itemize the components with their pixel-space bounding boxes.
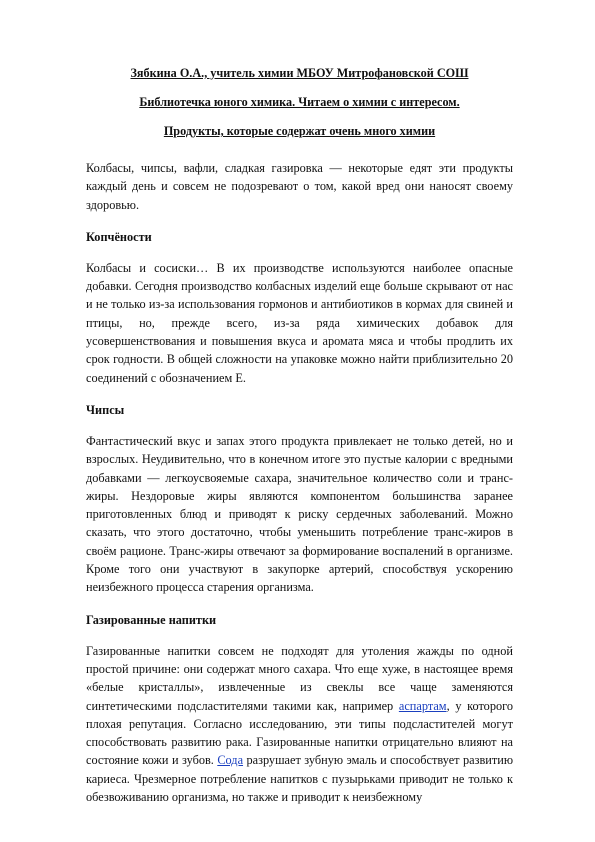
intro-paragraph: Колбасы, чипсы, вафли, сладкая газировка — некоторые едят эти продукты каждый день и совсем не подозревают о том, какой вред они наносят своему здоровью. xyxy=(86,161,513,212)
soda-text-part-3: разрушает зубную эмаль и способствует развитию кариеса. Чрезмерное потребление напитков с пузырьками приводит не только к обезвоживанию организма, но также и приводит к неизбежному xyxy=(86,753,514,805)
series-line: Библиотечка юного химика. Читаем о химии с интересом. xyxy=(139,95,460,109)
aspartame-link[interactable]: аспартам xyxy=(398,698,447,713)
section-heading-chips: Чипсы xyxy=(86,402,125,417)
section-heading-smoked: Копчёности xyxy=(86,229,152,244)
section-text-soda xyxy=(86,642,513,807)
soda-link[interactable]: Сода xyxy=(217,753,244,768)
soda-text-part-1: Газированные напитки совсем не подходят для утоления жажды по одной простой причине: они содержат много сахара. Что еще хуже, в настоящее время «белые кристаллы», извлеченные из свеклы все чаще заменяются синтетическими подсластителями такими как, например xyxy=(86,643,513,713)
section-heading-soda: Газированные напитки xyxy=(86,612,217,627)
section-text-chips: Фантастический вкус и запах этого продукта привлекает не только детей, но и взрослых. Неудивительно, что в конечном итоге это пустые калории с вредными добавками — легкоусвояемые сахара, значительное количество соли и транс-жиры. Нездоровые жиры являются компонентом большинства заранее приготовленных блюд и приводят к риску сердечных заболеваний. Можно сказать, что этого достаточно, чтобы уменьшить потребление транс-жиров в своём рационе. Транс-жиры отвечают за формирование воспалений в организме. Кроме того они участвуют в закупорке артерий, способствуя ускорению неизбежного процесса старения организма. xyxy=(86,433,513,595)
section-text-smoked: Колбасы и сосиски… В их производстве используются наиболее опасные добавки. Сегодня производство колбасных изделий еще больше скрывают от нас и не только из-за использования гормонов и антибиотиков в кормах для свиней и птицы, но, прежде всего, из-за ряда химических добавок для усовершенствования и повышения вкуса и аромата мяса и чтобы продлить их срок годности. В общей сложности на упаковке можно найти приблизительно 20 соединений с обозначением Е. xyxy=(86,260,513,385)
soda-text-part-2: , у которого плохая репутация. Согласно исследованию, эти типы подсластителей могут способствовать развитию рака. Газированные напитки отрицательно влияют на состояние кожи и зубов. xyxy=(86,698,514,768)
author-line: Зябкина О.А., учитель химии МБОУ Митрофановской СОШ xyxy=(130,66,469,80)
document-page xyxy=(86,66,513,806)
document-title: Продукты, которые содержат очень много химии xyxy=(163,124,436,138)
